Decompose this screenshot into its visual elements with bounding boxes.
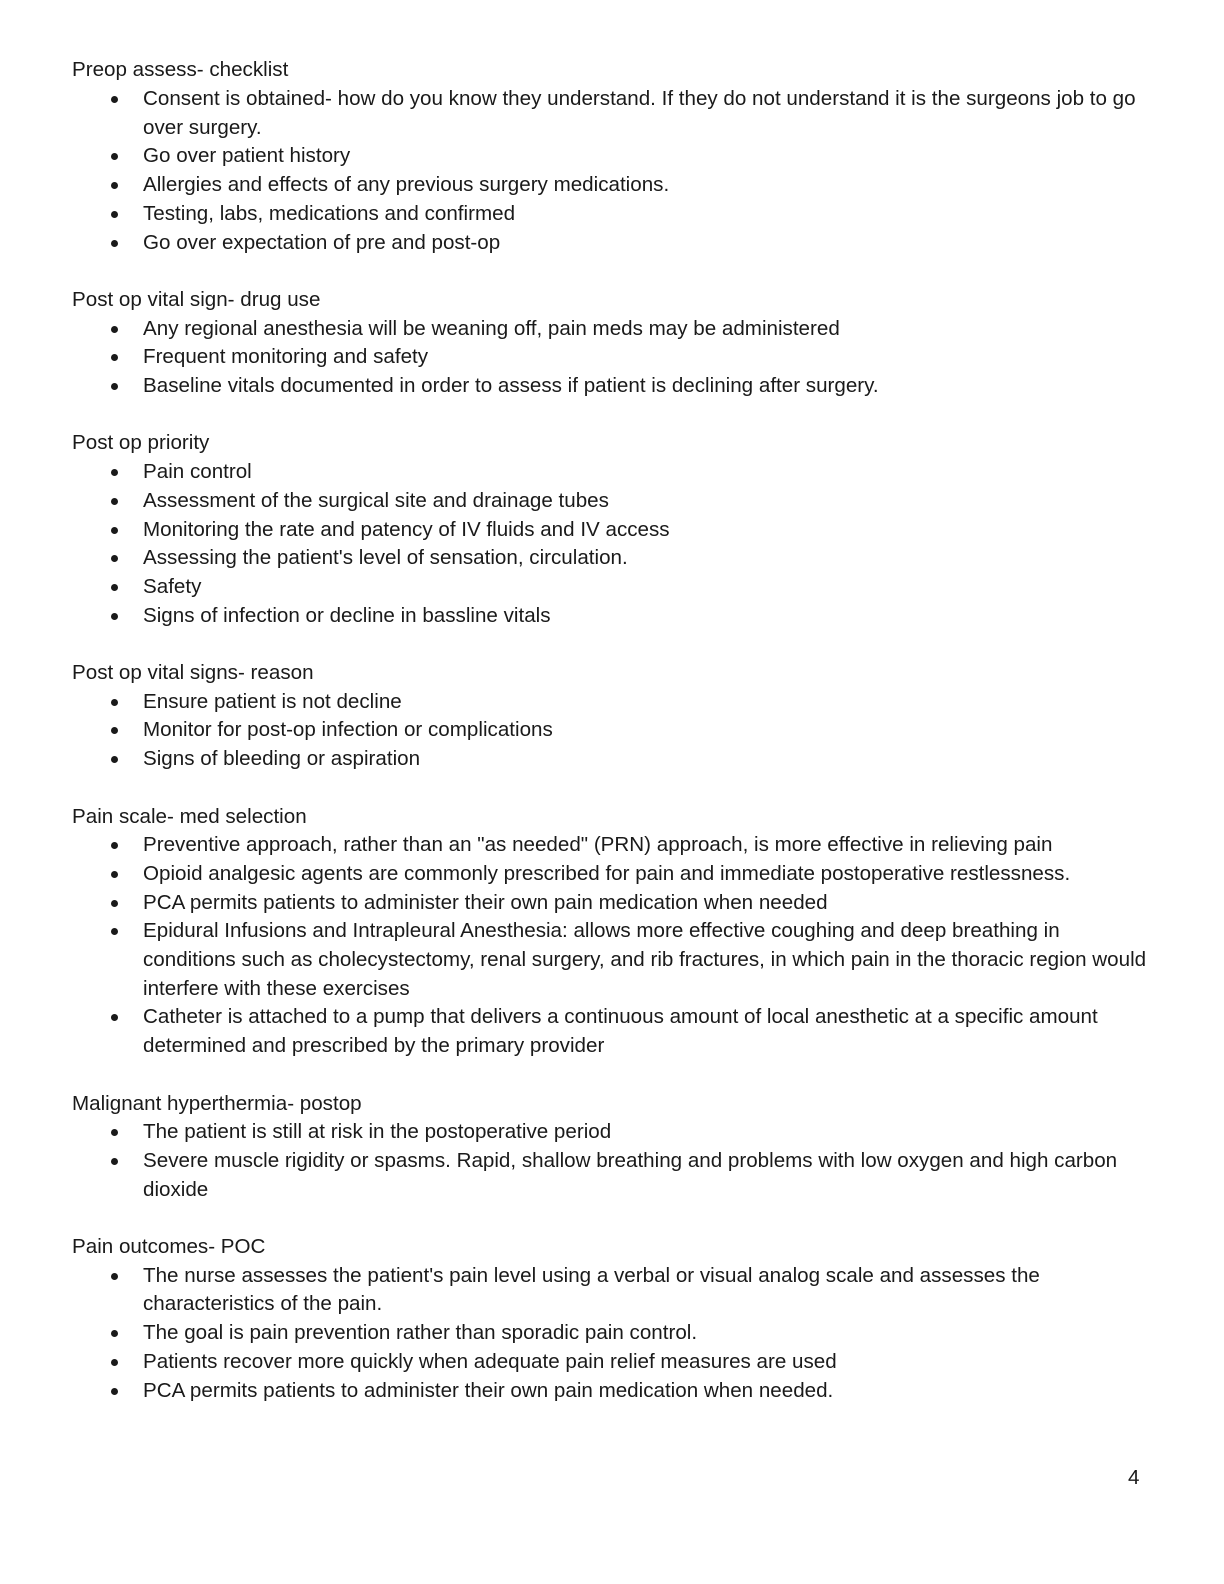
bullet-icon (111, 211, 118, 218)
bullet-icon (111, 153, 118, 160)
bullet-icon (111, 527, 118, 534)
list-item-text: Go over patient history (143, 144, 351, 168)
section-pain-scale (72, 803, 1152, 1061)
section-heading (72, 58, 1152, 85)
bullet-icon (111, 469, 118, 476)
list-item-text: Assessment of the surgical site and drainage tubes (143, 488, 609, 512)
bullet-icon (111, 928, 118, 935)
list-item (143, 458, 1152, 487)
bullet-icon (111, 727, 118, 734)
section-malignant-hyperthermia (72, 1090, 1152, 1205)
list-item (143, 372, 1152, 401)
bullet-list (72, 1262, 1152, 1406)
list-item-text: Consent is obtained- how do you know they understand. If they do not understand it is the surgeons job to go over surgery. (143, 87, 1136, 139)
list-item (143, 343, 1152, 372)
list-item (143, 171, 1152, 200)
bullet-list (72, 831, 1152, 1061)
list-item-text: Go over expectation of pre and post-op (143, 230, 501, 254)
bullet-icon (111, 699, 118, 706)
bullet-icon (111, 1014, 118, 1021)
list-item (143, 831, 1152, 860)
list-item-text: Signs of bleeding or aspiration (143, 747, 421, 771)
section-postop-vital-drug-use (72, 286, 1152, 401)
bullet-icon (111, 1129, 118, 1136)
list-item (143, 688, 1152, 717)
list-item (143, 516, 1152, 545)
bullet-icon (111, 1388, 118, 1395)
section-heading: Pain scale- med selection (72, 804, 307, 828)
list-item-text: Testing, labs, medications and confirmed (143, 201, 516, 225)
list-item-text: Baseline vitals documented in order to assess if patient is declining after surgery. (143, 374, 879, 398)
bullet-list (72, 85, 1152, 257)
document-body (72, 58, 1152, 1434)
bullet-icon (111, 900, 118, 907)
list-item (143, 1348, 1152, 1377)
bullet-icon (111, 182, 118, 189)
list-item (143, 142, 1152, 171)
section-heading-text: Preop assess- checklist (72, 58, 289, 81)
list-item-text: The nurse assesses the patient's pain level using a verbal or visual analog scale and assesses the characteristics of the pain. (143, 1263, 1040, 1316)
bullet-icon (111, 584, 118, 591)
list-item-text: Catheter is attached to a pump that delivers a continuous amount of local anesthetic at a specific amount determined and prescribed by the primary provider (143, 1005, 1098, 1058)
list-item (143, 745, 1152, 774)
bullet-icon (111, 1330, 118, 1337)
list-item-text: Frequent monitoring and safety (143, 345, 429, 369)
list-item-text: Signs of infection or decline in bassline vitals (143, 603, 551, 627)
list-item (143, 602, 1152, 631)
list-item-text: Allergies and effects of any previous surgery medications. (143, 173, 670, 197)
section-heading: Post op vital sign- drug use (72, 287, 321, 311)
list-item-text: Safety (143, 574, 202, 598)
list-item (143, 860, 1152, 889)
list-item (143, 200, 1152, 229)
bullet-list (72, 1118, 1152, 1204)
bullet-list (72, 688, 1152, 774)
bullet-icon (111, 1273, 118, 1280)
bullet-icon (111, 498, 118, 505)
list-item-text: The patient is still at risk in the postoperative period (143, 1120, 612, 1144)
list-item-text: Any regional anesthesia will be weaning off, pain meds may be administered (143, 316, 840, 340)
list-item (143, 716, 1152, 745)
list-item-text: Ensure patient is not decline (143, 689, 402, 713)
list-item-text: Opioid analgesic agents are commonly prescribed for pain and immediate postoperative restlessness. (143, 861, 1071, 885)
list-item-text: Pain control (143, 460, 252, 484)
bullet-icon (111, 383, 118, 390)
list-item-text: Patients recover more quickly when adequate pain relief measures are used (143, 1349, 837, 1373)
list-item-text: Assessing the patient's level of sensation, circulation. (143, 546, 628, 570)
list-item (143, 1262, 1152, 1319)
list-item (143, 1147, 1152, 1204)
bullet-icon (111, 871, 118, 878)
list-item (143, 1118, 1152, 1147)
bullet-list (72, 315, 1152, 401)
list-item (143, 85, 1152, 142)
section-heading: Malignant hyperthermia- postop (72, 1091, 362, 1115)
section-heading: Post op vital signs- reason (72, 661, 314, 685)
bullet-icon (111, 1359, 118, 1366)
section-heading: Pain outcomes- POC (72, 1235, 266, 1259)
list-item-text: Monitoring the rate and patency of IV fluids and IV access (143, 517, 670, 541)
page-number: 4 (1128, 1466, 1140, 1489)
list-item-text: The goal is pain prevention rather than sporadic pain control. (143, 1321, 698, 1345)
section-heading: Post op priority (72, 431, 210, 455)
bullet-icon (111, 1158, 118, 1165)
list-item-text: Preventive approach, rather than an "as needed" (PRN) approach, is more effective in relieving pain (143, 833, 1053, 857)
bullet-icon (111, 756, 118, 763)
section-postop-priority (72, 429, 1152, 630)
section-preop-checklist (72, 58, 1152, 257)
list-item-text: Epidural Infusions and Intrapleural Anesthesia: allows more effective coughing and deep breathing in conditions such as cholecystectomy, renal surgery, and rib fractures, in which pain in the thoracic region would interfere with these exercises (143, 919, 1147, 1000)
bullet-icon (111, 842, 118, 849)
bullet-icon (111, 354, 118, 361)
bullet-list (72, 458, 1152, 630)
bullet-icon (111, 555, 118, 562)
list-item-text: PCA permits patients to administer their own pain medication when needed. (143, 1378, 834, 1402)
list-item (143, 487, 1152, 516)
list-item (143, 1003, 1152, 1060)
section-postop-vital-reason (72, 659, 1152, 774)
bullet-icon (111, 613, 118, 620)
list-item (143, 315, 1152, 344)
list-item-text: PCA permits patients to administer their own pain medication when needed (143, 890, 828, 914)
bullet-icon (111, 240, 118, 247)
list-item (143, 229, 1152, 258)
list-item (143, 544, 1152, 573)
list-item-text: Severe muscle rigidity or spasms. Rapid, shallow breathing and problems with low oxygen and high carbon dioxide (143, 1148, 1118, 1201)
bullet-icon (111, 96, 118, 103)
list-item (143, 1377, 1152, 1406)
list-item (143, 1319, 1152, 1348)
list-item (143, 573, 1152, 602)
list-item-text: Monitor for post-op infection or complications (143, 718, 553, 742)
list-item (143, 889, 1152, 918)
section-pain-outcomes (72, 1233, 1152, 1405)
bullet-icon (111, 326, 118, 333)
list-item (143, 917, 1152, 1003)
